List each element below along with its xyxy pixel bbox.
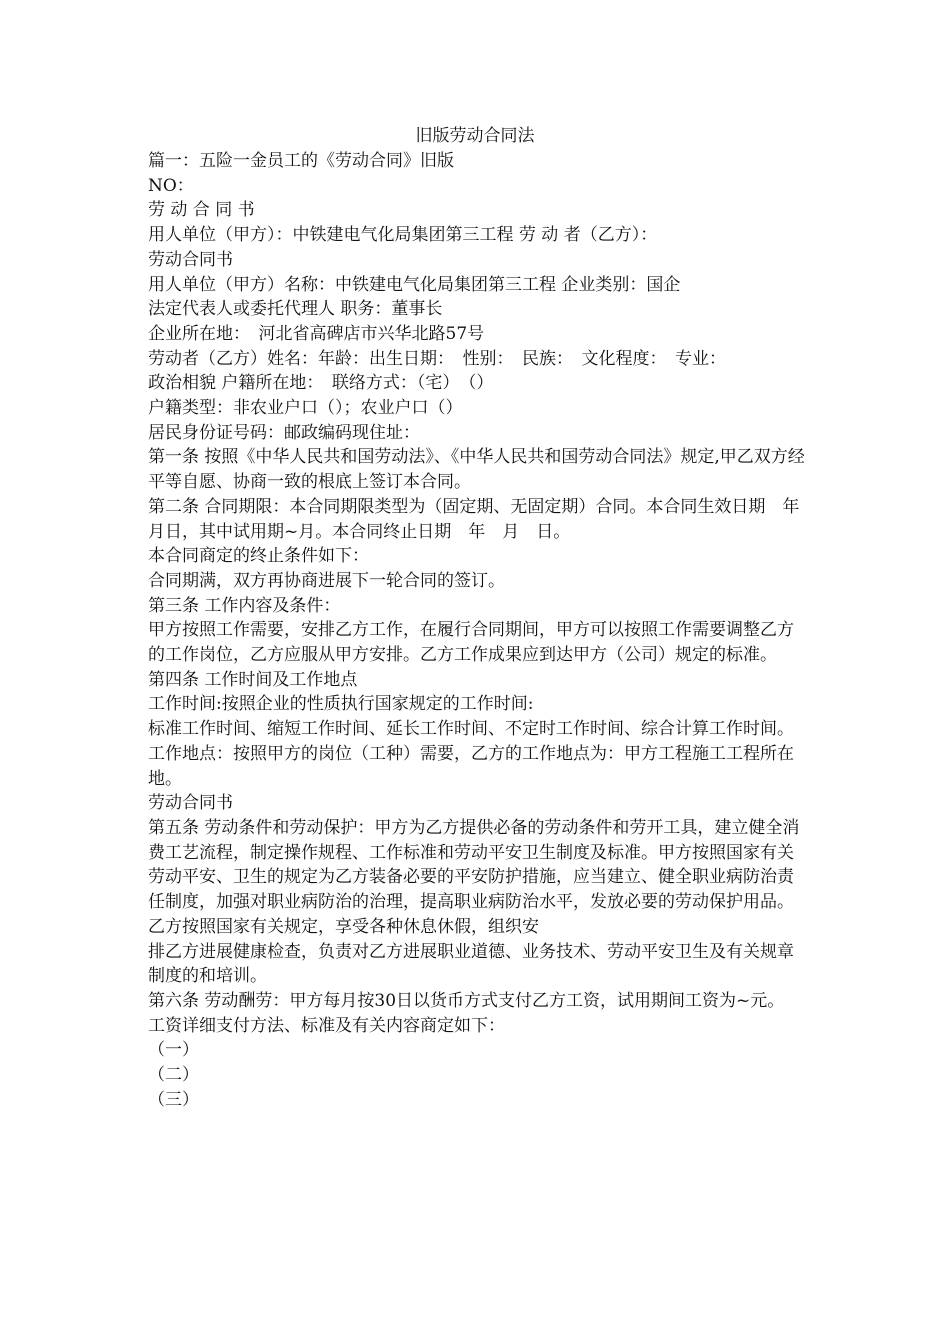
paragraph: （二） bbox=[148, 1065, 199, 1086]
paragraph: 第三条 工作内容及条件： bbox=[148, 595, 341, 616]
paragraph: 合同期满，双方再协商进展下一轮合同的签订。 bbox=[148, 570, 505, 591]
paragraph: 标准工作时间、缩短工作时间、延长工作时间、不定时工作时间、综合计算工作时间。 bbox=[148, 719, 794, 740]
paragraph: 劳动者（乙方）姓名：年龄：出生日期： 性别： 民族： 文化程度： 专业： bbox=[148, 348, 726, 369]
paragraph: 甲方按照工作需要，安排乙方工作，在履行合同期间，甲方可以按照工作需要调整乙方的工作岗位，乙方应服从甲方安排。乙方工作成果应到达甲方（公司）规定的标准。 bbox=[148, 620, 794, 666]
paragraph: 企业所在地： 河北省高碑店市兴华北路57号 bbox=[148, 323, 485, 344]
paragraph: 第二条 合同期限：本合同期限类型为（固定期、无固定期）合同。本合同生效日期 年 月日，其中试用期~月。本合同终止日期 年 月 日。 bbox=[148, 496, 817, 542]
document-body bbox=[148, 149, 817, 1112]
paragraph: （一） bbox=[148, 1040, 199, 1061]
paragraph: 工作地点：按照甲方的岗位（工种）需要，乙方的工作地点为：甲方工程施工工程所在地。 bbox=[148, 743, 794, 789]
paragraph: 乙方按照国家有关规定，享受各种休息休假，组织安 bbox=[148, 916, 539, 937]
paragraph: 工资详细支付方法、标准及有关内容商定如下： bbox=[148, 1015, 505, 1036]
paragraph: NO： bbox=[148, 175, 194, 196]
paragraph: 第六条 劳动酬劳：甲方每月按30日以货币方式支付乙方工资，试用期间工资为~元。 bbox=[148, 990, 785, 1011]
paragraph: 第四条 工作时间及工作地点 bbox=[148, 669, 358, 690]
paragraph: 排乙方进展健康检查，负责对乙方进展职业道德、业务技术、劳动平安卫生及有关规章制度的和培训。 bbox=[148, 941, 794, 987]
paragraph: 政治相貌 户籍所在地： 联络方式：（宅） （） bbox=[148, 373, 494, 394]
paragraph: 工作时间:按照企业的性质执行国家规定的工作时间: bbox=[148, 694, 534, 715]
paragraph: 户籍类型：非农业户口（）；农业户口（） bbox=[148, 398, 463, 419]
paragraph: 劳动合同书 bbox=[148, 249, 233, 270]
paragraph: 劳动合同书 bbox=[148, 793, 233, 814]
paragraph: 本合同商定的终止条件如下： bbox=[148, 546, 369, 567]
paragraph: 劳 动 合 同 书 bbox=[148, 200, 255, 221]
paragraph: （三） bbox=[148, 1089, 199, 1110]
paragraph: 第五条 劳动条件和劳动保护：甲方为乙方提供必备的劳动条件和劳开工具，建立健全消费工艺流程，制定操作规程、工作标准和劳动平安卫生制度及标准。甲方按照国家有关劳动平安、卫生的规定为乙方装备必要的平安防护措施，应当建立、健全职业病防治责任制度，加强对职业病防治的治理，提高职业病防治水平，发放必要的劳动保护用品。 bbox=[148, 817, 800, 913]
paragraph: 用人单位（甲方）名称：中铁建电气化局集团第三工程 企业类别：国企 bbox=[148, 274, 681, 295]
paragraph: 用人单位（甲方）：中铁建电气化局集团第三工程 劳 动 者（乙方）： bbox=[148, 225, 658, 246]
paragraph: 第一条 按照《中华人民共和国劳动法》、《中华人民共和国劳动合同法》规定,甲乙双方经平等自愿、协商一致的根底上签订本合同。 bbox=[148, 447, 805, 493]
paragraph: 居民身份证号码：邮政编码现住址： bbox=[148, 422, 420, 443]
paragraph: 法定代表人或委托代理人 职务：董事长 bbox=[148, 299, 443, 320]
paragraph: 篇一：五险一金员工的《劳动合同》旧版 bbox=[148, 151, 454, 171]
document-title: 旧版劳动合同法 bbox=[415, 126, 535, 146]
